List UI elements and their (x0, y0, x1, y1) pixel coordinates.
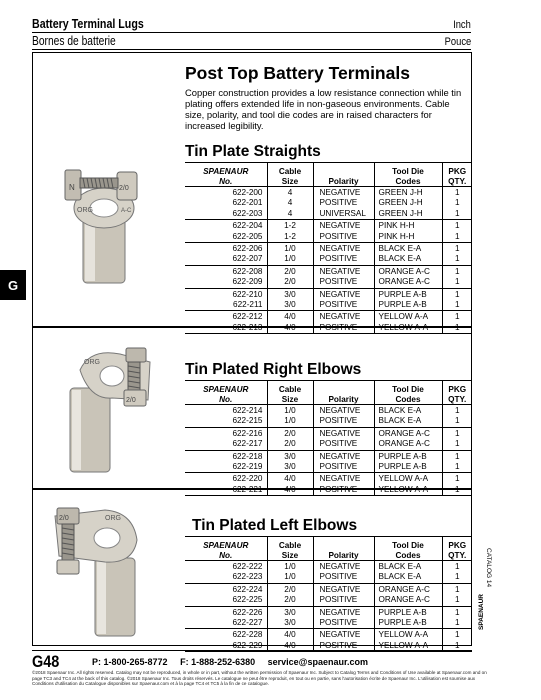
header-size: Size (281, 176, 299, 186)
header-codes: Codes (395, 394, 421, 404)
header-cable: Cable (278, 167, 302, 176)
polarity: NEGATIVE (313, 427, 374, 439)
table-row (185, 405, 472, 417)
polarity: POSITIVE (313, 439, 374, 450)
pkg-qty: 1 (442, 629, 472, 641)
polarity: POSITIVE (313, 416, 374, 427)
cable-size: 2/0 (267, 277, 313, 288)
polarity: NEGATIVE (313, 473, 374, 485)
cable-size: 1/0 (267, 561, 313, 573)
spec-table-right-elbows (185, 380, 472, 496)
table-row (185, 277, 472, 288)
tool-die-code: PURPLE A-B (374, 300, 442, 311)
part-number: 622-222 (232, 562, 263, 571)
contact-info (92, 657, 378, 667)
header-codes: Codes (395, 176, 421, 186)
pkg-qty: 1 (442, 606, 472, 618)
pkg-qty: 1 (442, 265, 472, 277)
cable-size: 1/0 (267, 572, 313, 583)
col-header-part (185, 381, 267, 405)
pkg-qty: 1 (442, 462, 472, 473)
col-header-codes (374, 163, 442, 187)
part-number: 622-225 (185, 595, 267, 606)
header-title: Battery Terminal Lugs (32, 16, 144, 31)
polarity: NEGATIVE (313, 311, 374, 323)
col-header-qty (442, 537, 472, 561)
tool-die-code: ORANGE A-C (374, 265, 442, 277)
tool-die-code: PURPLE A-B (374, 450, 442, 462)
table-row (185, 450, 472, 462)
polarity: POSITIVE (313, 641, 374, 652)
pkg-qty: 1 (442, 561, 472, 573)
table-row (185, 572, 472, 583)
photo-label: N (69, 183, 75, 192)
cable-size: 2/0 (267, 265, 313, 277)
polarity: NEGATIVE (313, 405, 374, 417)
polarity: NEGATIVE (313, 265, 374, 277)
photo-label: ORG (105, 515, 121, 522)
pkg-qty: 1 (442, 572, 472, 583)
table-row (185, 462, 472, 473)
cable-size: 1/0 (267, 416, 313, 427)
header-no: No. (219, 550, 233, 560)
pkg-qty: 1 (442, 416, 472, 427)
header-pkg: PKG (448, 167, 467, 176)
polarity: POSITIVE (313, 595, 374, 606)
cable-size: 2/0 (267, 595, 313, 606)
spec-table-left-elbows (185, 536, 472, 652)
cable-size: 2/0 (267, 427, 313, 439)
part-number: 622-204 (232, 221, 263, 231)
right-elbow-terminal-photo (60, 340, 160, 475)
pkg-qty: 1 (442, 243, 472, 255)
col-header-cable (267, 381, 313, 405)
footer-divider (32, 650, 472, 651)
cable-size: 3/0 (267, 450, 313, 462)
col-header-codes (374, 381, 442, 405)
email-link[interactable]: service@spaenaur.com (267, 657, 368, 667)
part-number: 622-215 (185, 416, 267, 427)
section-tab: G (0, 270, 26, 300)
polarity: NEGATIVE (313, 288, 374, 300)
table-row (185, 187, 472, 199)
tool-die-code: BLACK E-A (374, 572, 442, 583)
header-title-fr: Bornes de batterie (32, 34, 116, 48)
tool-die-code: BLACK E-A (374, 254, 442, 265)
header-qty: QTY. (448, 394, 467, 404)
table-row (185, 300, 472, 311)
table-row (185, 595, 472, 606)
part-number: 622-212 (232, 312, 263, 322)
part-number: 622-227 (185, 618, 267, 629)
pkg-qty: 1 (442, 220, 472, 232)
tool-die-code: ORANGE A-C (374, 595, 442, 606)
polarity: NEGATIVE (313, 583, 374, 595)
tool-die-code: ORANGE A-C (374, 439, 442, 450)
part-number: 622-207 (185, 254, 267, 265)
cable-size: 1-2 (267, 232, 313, 243)
cable-size: 4/0 (267, 323, 313, 334)
cable-size: 4/0 (267, 473, 313, 485)
polarity: POSITIVE (313, 277, 374, 288)
tool-die-code: GREEN J-H (374, 187, 442, 199)
header-unit: Inch (453, 19, 471, 31)
col-header-qty (442, 163, 472, 187)
part-number: 622-218 (232, 451, 263, 461)
header-tool-die: Tool Die (392, 167, 424, 176)
col-header-codes (374, 537, 442, 561)
polarity: POSITIVE (313, 323, 374, 334)
part-number: 622-214 (232, 406, 263, 415)
pkg-qty: 1 (442, 300, 472, 311)
tool-die-code: YELLOW A-A (374, 311, 442, 323)
pkg-qty: 1 (442, 583, 472, 595)
section-title: Tin Plate Straights (185, 143, 321, 160)
tool-die-code: PINK H-H (374, 232, 442, 243)
table-row (185, 561, 472, 573)
photo-label: 2/0 (59, 515, 69, 522)
tool-die-code: YELLOW A-A (374, 485, 442, 496)
cable-size: 1/0 (267, 243, 313, 255)
header-spaenaur: SPAENAUR (203, 385, 249, 394)
table-row (185, 323, 472, 334)
cable-size: 1/0 (267, 254, 313, 265)
table-row (185, 485, 472, 496)
part-number: 622-205 (185, 232, 267, 243)
photo-label: 2/0 (119, 185, 129, 192)
pkg-qty: 1 (442, 427, 472, 439)
tool-die-code: BLACK E-A (374, 416, 442, 427)
tool-die-code: ORANGE A-C (374, 427, 442, 439)
cable-size: 4 (267, 187, 313, 199)
table-row (185, 220, 472, 232)
pkg-qty: 1 (442, 254, 472, 265)
polarity: POSITIVE (313, 572, 374, 583)
pkg-qty: 1 (442, 277, 472, 288)
table-row (185, 618, 472, 629)
tool-die-code: PINK H-H (374, 220, 442, 232)
part-number: 622-229 (185, 641, 267, 652)
polarity: UNIVERSAL (313, 209, 374, 220)
part-number: 622-217 (185, 439, 267, 450)
part-number: 622-213 (185, 323, 267, 334)
header-unit-fr: Pouce (444, 36, 471, 48)
cable-size: 1-2 (267, 220, 313, 232)
cable-size: 2/0 (267, 583, 313, 595)
cable-size: 3/0 (267, 618, 313, 629)
tool-die-code: BLACK E-A (374, 243, 442, 255)
cable-size: 3/0 (267, 300, 313, 311)
page-title: Post Top Battery Terminals (185, 63, 410, 83)
part-number: 622-226 (232, 607, 263, 617)
part-number: 622-211 (185, 300, 267, 311)
part-number: 622-206 (232, 244, 263, 254)
cable-size: 3/0 (267, 606, 313, 618)
table-row (185, 265, 472, 277)
table-row (185, 288, 472, 300)
pkg-qty: 1 (442, 232, 472, 243)
header-cable: Cable (278, 385, 302, 394)
intro-text: Copper construction provides a low resistance connection while tin plating offers extended life in non-gaseous environments. Cable size, polarity, and tool die codes are in raised characters for increased legibility. (185, 87, 462, 131)
cable-size: 3/0 (267, 462, 313, 473)
col-header-polarity: Polarity (313, 381, 374, 405)
page-number: G48 (32, 652, 60, 671)
part-number: 622-200 (232, 188, 263, 197)
header-qty: QTY. (448, 550, 467, 560)
cable-size: 4/0 (267, 311, 313, 323)
header-spaenaur: SPAENAUR (203, 541, 249, 550)
pkg-qty: 1 (442, 198, 472, 208)
polarity: POSITIVE (313, 254, 374, 265)
header-cable: Cable (278, 541, 302, 550)
polarity: NEGATIVE (313, 450, 374, 462)
part-number: 622-216 (232, 428, 263, 438)
part-number: 622-210 (232, 289, 263, 299)
part-number: 622-224 (232, 584, 263, 594)
header-spaenaur: SPAENAUR (203, 167, 249, 176)
straight-terminal-photo (55, 160, 150, 285)
pkg-qty: 1 (442, 311, 472, 323)
pkg-qty: 1 (442, 323, 472, 334)
polarity: NEGATIVE (313, 629, 374, 641)
tool-die-code: ORANGE A-C (374, 277, 442, 288)
photo-label: 2/0 (126, 397, 136, 404)
cable-size: 2/0 (267, 439, 313, 450)
header-codes: Codes (395, 550, 421, 560)
header-bar-fr (32, 33, 471, 50)
polarity: NEGATIVE (313, 187, 374, 199)
part-number: 622-221 (185, 485, 267, 496)
part-number: 622-209 (185, 277, 267, 288)
pkg-qty: 1 (442, 450, 472, 462)
section-title: Tin Plated Left Elbows (192, 517, 358, 534)
catalog-label: CATALOG 14 (485, 548, 492, 588)
pkg-qty: 1 (442, 209, 472, 220)
tool-die-code: GREEN J-H (374, 198, 442, 208)
cable-size: 4/0 (267, 641, 313, 652)
tool-die-code: PURPLE A-B (374, 462, 442, 473)
tool-die-code: PURPLE A-B (374, 606, 442, 618)
header-tool-die: Tool Die (392, 385, 424, 394)
cable-size: 3/0 (267, 288, 313, 300)
polarity: POSITIVE (313, 198, 374, 208)
pkg-qty: 1 (442, 595, 472, 606)
col-header-polarity: Polarity (313, 163, 374, 187)
polarity: POSITIVE (313, 232, 374, 243)
header-pkg: PKG (448, 541, 467, 550)
polarity: NEGATIVE (313, 243, 374, 255)
pkg-qty: 1 (442, 485, 472, 496)
table-row (185, 254, 472, 265)
polarity: NEGATIVE (313, 606, 374, 618)
photo-label: ORG (77, 207, 93, 214)
photo-label: A-C (121, 208, 132, 214)
table-row (185, 243, 472, 255)
polarity: NEGATIVE (313, 220, 374, 232)
cable-size: 4/0 (267, 485, 313, 496)
tool-die-code: YELLOW A-A (374, 629, 442, 641)
table-row (185, 473, 472, 485)
part-number: 622-219 (185, 462, 267, 473)
tool-die-code: YELLOW A-A (374, 473, 442, 485)
section-title: Tin Plated Right Elbows (185, 361, 362, 378)
table-row (185, 416, 472, 427)
pkg-qty: 1 (442, 473, 472, 485)
tool-die-code: PURPLE A-B (374, 288, 442, 300)
tool-die-code: BLACK E-A (374, 405, 442, 417)
legal-text: ©2018 Spaenaur Inc. All rights reserved. Catalog may not be reproduced, in whole or in part, without the written permission of Spaenaur Inc. Subject to Catalog Terms and Conditions of Use available at Spaenaur.com and on page TC3 and TC4 at the back of this catalog. ©2018 Spaenaur Inc. Tous droits réservés. Le catalogue ne peut être reproduit, en tout ou en partie, sans l'autorisation écrite de Spaenaur Inc. L'utilisation est soumise aux Conditions d'utilisation du Catalogue disponibles sur Spaenaur.com et à la page TC4 et TC5 à la fin de ce catalogue. (32, 670, 487, 687)
fax-text: F: 1-888-252-6380 (180, 657, 256, 667)
part-number: 622-201 (232, 198, 263, 208)
table-row (185, 209, 472, 220)
header-bar (32, 14, 471, 33)
header-size: Size (281, 394, 299, 404)
tool-die-code: BLACK E-A (374, 561, 442, 573)
part-number: 622-203 (185, 209, 267, 220)
pkg-qty: 1 (442, 288, 472, 300)
pkg-qty: 1 (442, 405, 472, 417)
part-number: 622-208 (232, 266, 263, 276)
col-header-qty (442, 381, 472, 405)
pkg-qty: 1 (442, 439, 472, 450)
header-no: No. (219, 176, 233, 186)
polarity: POSITIVE (313, 485, 374, 496)
table-row (185, 439, 472, 450)
cable-size: 1/0 (267, 405, 313, 417)
header-tool-die: Tool Die (392, 541, 424, 550)
polarity: POSITIVE (313, 618, 374, 629)
table-row (185, 198, 472, 208)
cable-size: 4 (267, 209, 313, 220)
header-size: Size (281, 550, 299, 560)
header-pkg: PKG (448, 385, 467, 394)
polarity: NEGATIVE (313, 561, 374, 573)
col-header-part (185, 537, 267, 561)
col-header-part (185, 163, 267, 187)
brand-logo: SPAENAUR (478, 594, 485, 630)
tool-die-code: GREEN J-H (374, 209, 442, 220)
table-row (185, 606, 472, 618)
col-header-cable (267, 163, 313, 187)
header-no: No. (219, 394, 233, 404)
polarity: POSITIVE (313, 300, 374, 311)
spec-table-straights (185, 162, 472, 334)
pkg-qty: 1 (442, 618, 472, 629)
table-row (185, 232, 472, 243)
polarity: POSITIVE (313, 462, 374, 473)
photo-label: ORG (84, 359, 100, 366)
part-number: 622-220 (232, 474, 263, 484)
table-row (185, 629, 472, 641)
phone-text: P: 1-800-265-8772 (92, 657, 168, 667)
header-qty: QTY. (448, 176, 467, 186)
tool-die-code: YELLOW A-A (374, 641, 442, 652)
tool-die-code: YELLOW A-A (374, 323, 442, 334)
col-header-cable (267, 537, 313, 561)
pkg-qty: 1 (442, 187, 472, 199)
table-row (185, 427, 472, 439)
cable-size: 4 (267, 198, 313, 208)
cable-size: 4/0 (267, 629, 313, 641)
tool-die-code: PURPLE A-B (374, 618, 442, 629)
col-header-polarity: Polarity (313, 537, 374, 561)
part-number: 622-228 (232, 630, 263, 640)
part-number: 622-223 (185, 572, 267, 583)
left-elbow-terminal-photo (45, 500, 150, 640)
table-row (185, 583, 472, 595)
pkg-qty: 1 (442, 641, 472, 652)
table-row (185, 311, 472, 323)
tool-die-code: ORANGE A-C (374, 583, 442, 595)
